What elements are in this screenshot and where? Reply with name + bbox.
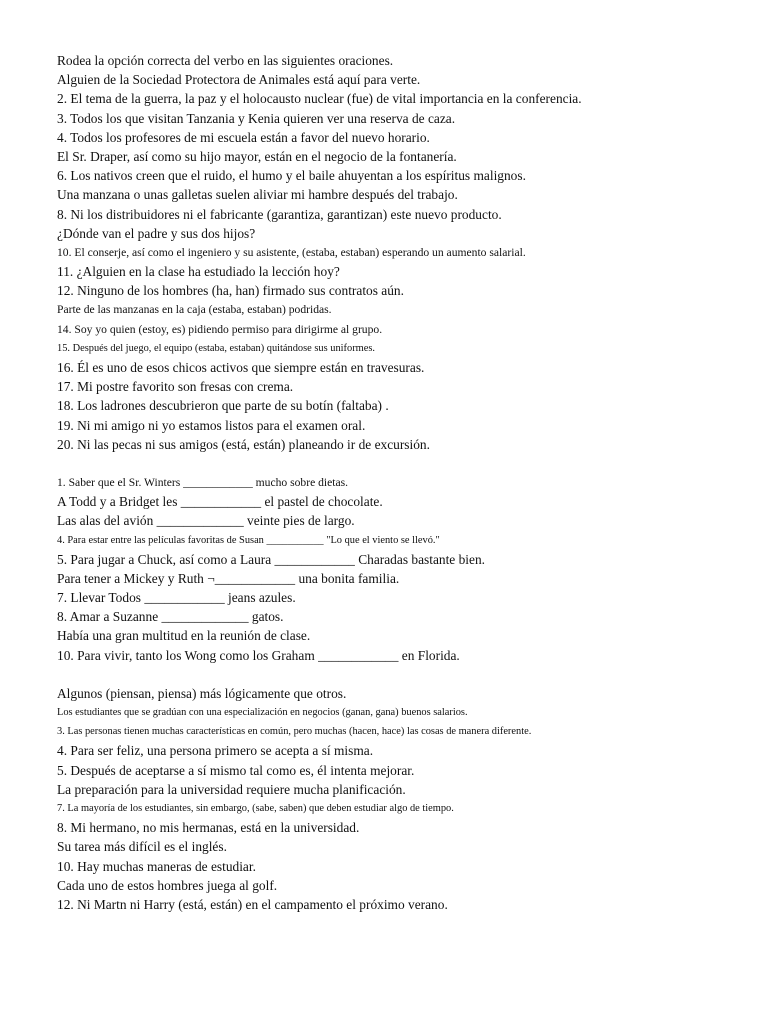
- choice-item-1: Algunos (piensan, piensa) más lógicamente que otros.: [57, 685, 347, 701]
- blank-item-5: 5. Para jugar a Chuck, así como a Laura ____________ Charadas bastante bien.: [57, 551, 486, 567]
- choice-item-2: Los estudiantes que se gradúan con una especialización en negocios (ganan, gana) buenos salarios.: [57, 707, 468, 718]
- blank-item-2: A Todd y a Bridget les ____________ el pastel de chocolate.: [57, 494, 383, 510]
- blank-item-9: Había una gran multitud en la reunión de clase.: [57, 628, 311, 644]
- worksheet-page: [57, 51, 747, 914]
- sentence-14: 14. Soy yo quien (estoy, es) pidiendo permiso para dirigirme al grupo.: [57, 322, 383, 336]
- sentence-15: 15. Después del juego, el equipo (estaba, estaban) quitándose sus uniformes.: [57, 342, 375, 354]
- sentence-2: 2. El tema de la guerra, la paz y el holocausto nuclear (fue) de vital importancia en la conferencia.: [57, 91, 582, 107]
- choice-item-6: La preparación para la universidad requiere mucha planificación.: [57, 781, 406, 797]
- sentence-8: 8. Ni los distribuidores ni el fabricante (garantiza, garantizan) este nuevo producto.: [57, 206, 502, 222]
- choice-item-11: Cada uno de estos hombres juega al golf.: [57, 877, 278, 893]
- sentence-19: 19. Ni mi amigo ni yo estamos listos para el examen oral.: [57, 417, 366, 433]
- sentence-6: 6. Los nativos creen que el ruido, el humo y el baile ahuyentan a los espíritus malignos.: [57, 168, 526, 184]
- choice-item-12: 12. Ni Martn ni Harry (está, están) en el campamento el próximo verano.: [57, 896, 448, 912]
- sentence-5: El Sr. Draper, así como su hijo mayor, están en el negocio de la fontanería.: [57, 148, 457, 164]
- blank-item-1: 1. Saber que el Sr. Winters ____________ mucho sobre dietas.: [57, 475, 349, 489]
- section-gap: [57, 454, 747, 473]
- sentence-12: 12. Ninguno de los hombres (ha, han) firmado sus contratos aún.: [57, 283, 404, 299]
- sentence-20: 20. Ni las pecas ni sus amigos (está, están) planeando ir de excursión.: [57, 436, 430, 452]
- blank-item-10: 10. Para vivir, tanto los Wong como los Graham ____________ en Florida.: [57, 647, 460, 663]
- sentence-3: 3. Todos los que visitan Tanzania y Kenia quieren ver una reserva de caza.: [57, 110, 456, 126]
- section-choose-verb: [57, 684, 747, 914]
- section-subject-verb-agreement: [57, 51, 747, 454]
- sentence-4: 4. Todos los profesores de mi escuela están a favor del nuevo horario.: [57, 129, 430, 145]
- blank-item-3: Las alas del avión _____________ veinte pies de largo.: [57, 513, 355, 529]
- blank-item-7: 7. Llevar Todos ____________ jeans azules.: [57, 590, 296, 606]
- section-fill-in-blanks: [57, 473, 747, 665]
- choice-item-5: 5. Después de aceptarse a sí mismo tal como es, él intenta mejorar.: [57, 762, 415, 778]
- section-gap: [57, 665, 747, 684]
- choice-item-9: Su tarea más difícil es el inglés.: [57, 839, 227, 855]
- sentence-13: Parte de las manzanas en la caja (estaba, estaban) podridas.: [57, 303, 332, 317]
- blank-item-8: 8. Amar a Suzanne _____________ gatos.: [57, 609, 284, 625]
- choice-item-10: 10. Hay muchas maneras de estudiar.: [57, 858, 256, 874]
- choice-item-3: 3. Las personas tienen muchas características en común, pero muchas (hacen, hace) las cosas de manera diferente.: [57, 726, 532, 738]
- sentence-16: 16. Él es uno de esos chicos activos que siempre están en travesuras.: [57, 360, 425, 375]
- blank-item-6: Para tener a Mickey y Ruth ¬____________ una bonita familia.: [57, 570, 400, 586]
- choice-item-7: 7. La mayoría de los estudiantes, sin embargo, (sabe, saben) que deben estudiar algo de tiempo.: [57, 802, 454, 814]
- sentence-9: ¿Dónde van el padre y sus dos hijos?: [57, 225, 256, 241]
- choice-item-4: 4. Para ser feliz, una persona primero se acepta a sí misma.: [57, 743, 374, 759]
- sentence-7: Una manzana o unas galletas suelen aliviar mi hambre después del trabajo.: [57, 187, 458, 203]
- sentence-17: 17. Mi postre favorito son fresas con crema.: [57, 379, 294, 395]
- sentence-1: Alguien de la Sociedad Protectora de Animales está aquí para verte.: [57, 72, 421, 88]
- blank-item-4: 4. Para estar entre las películas favoritas de Susan ___________ "Lo que el viento se llevó.": [57, 534, 440, 546]
- instruction-line: Rodea la opción correcta del verbo en las siguientes oraciones.: [57, 53, 394, 68]
- choice-item-8: 8. Mi hermano, no mis hermanas, está en la universidad.: [57, 820, 360, 836]
- sentence-18: 18. Los ladrones descubrieron que parte de su botín (faltaba) .: [57, 398, 389, 414]
- sentence-10: 10. El conserje, así como el ingeniero y su asistente, (estaba, estaban) esperando un aumento salarial.: [57, 245, 526, 259]
- sentence-11: 11. ¿Alguien en la clase ha estudiado la lección hoy?: [57, 264, 340, 280]
